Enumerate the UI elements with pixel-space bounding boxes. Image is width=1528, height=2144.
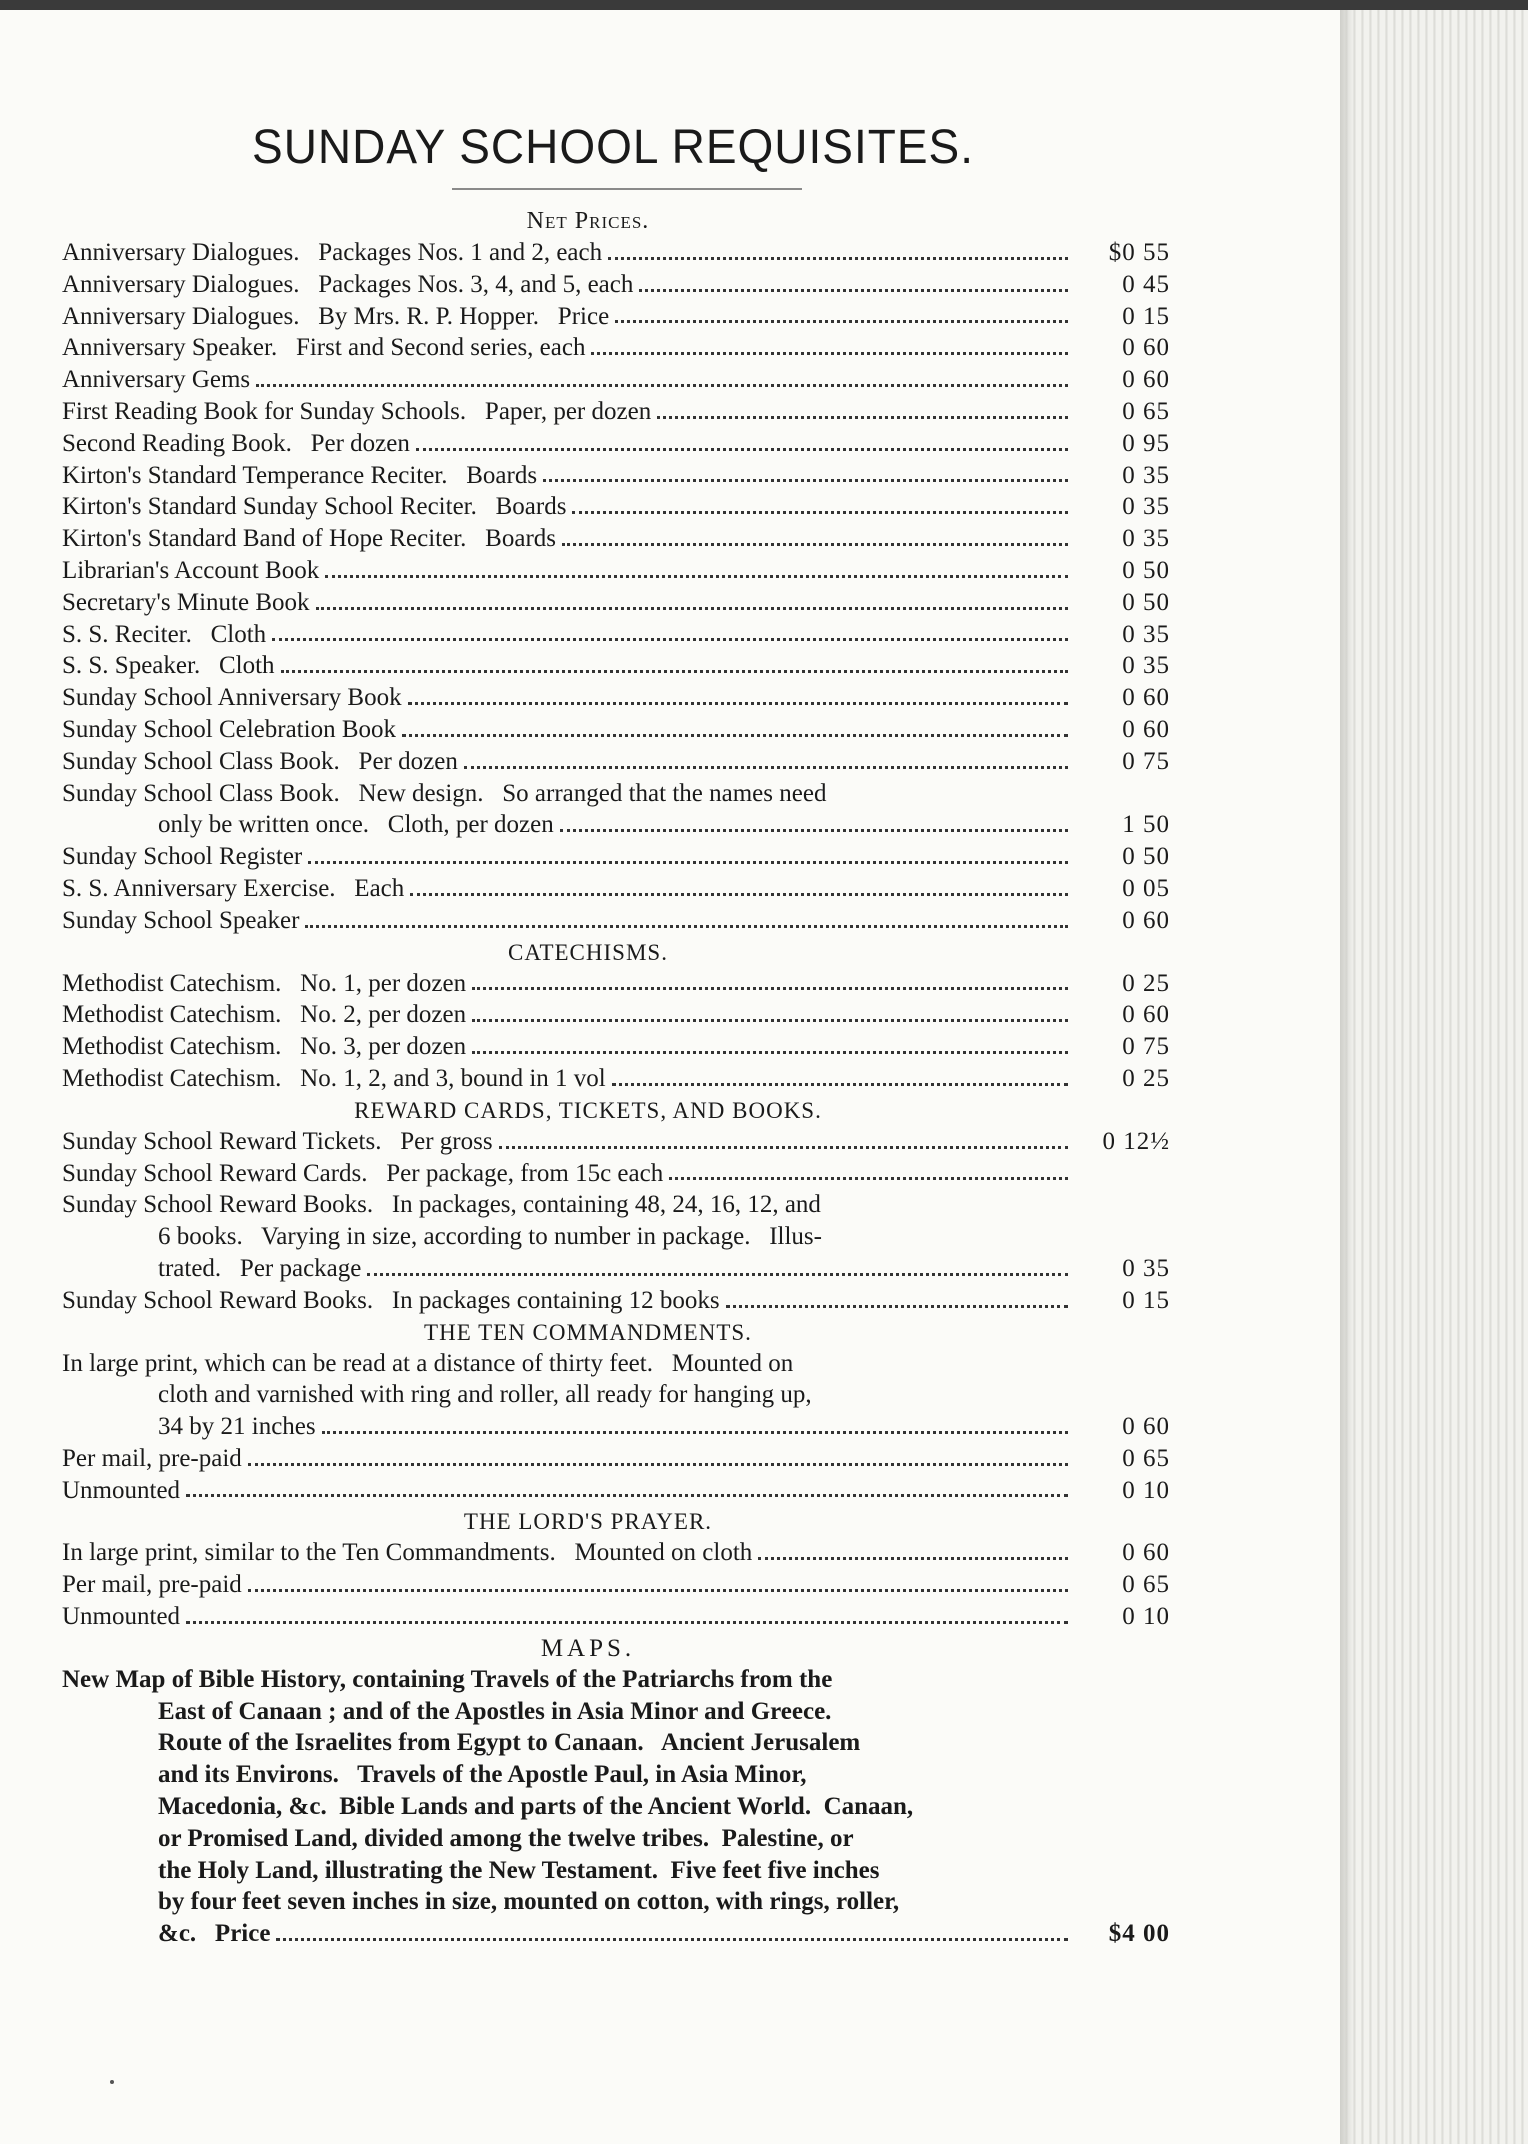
- list-item: [62, 1601, 1170, 1633]
- reward-heading: REWARD CARDS, TICKETS, AND BOOKS.: [354, 1097, 822, 1123]
- list-item: [62, 428, 1170, 460]
- commandments-item: [62, 1348, 1170, 1443]
- item-price: 0 75: [1122, 1033, 1170, 1061]
- item-desc: Methodist Catechism. No. 2, per dozen: [62, 1001, 467, 1029]
- item-desc: Sunday School Anniversary Book: [62, 684, 402, 712]
- item-line: Sunday School Reward Books. In packages, containing 48, 24, 16, 12, and: [62, 1191, 821, 1219]
- leader-dots: [543, 479, 1068, 482]
- list-item: [62, 905, 1170, 937]
- leader-dots: [410, 893, 1068, 896]
- item-desc: Unmounted: [62, 1603, 181, 1631]
- item-price: 0 65: [1122, 397, 1170, 425]
- leader-dots: [615, 320, 1068, 323]
- item-desc: Secretary's Minute Book: [62, 588, 310, 616]
- item-price: 0 10: [1122, 1603, 1170, 1631]
- leader-dots: [464, 766, 1068, 769]
- list-item: [62, 682, 1170, 714]
- item-desc: Methodist Catechism. No. 1, 2, and 3, bound in 1 vol: [62, 1064, 606, 1092]
- item-price: 0 05: [1122, 874, 1170, 902]
- maps-item: [62, 1664, 1170, 1950]
- item-price: 0 25: [1122, 1064, 1170, 1092]
- item-desc: Sunday School Celebration Book: [62, 715, 396, 743]
- item-desc: Per mail, pre-paid: [62, 1444, 242, 1472]
- item-price: $4 00: [1108, 1920, 1170, 1948]
- leader-dots: [248, 1589, 1068, 1592]
- item-price: 0 12½: [1102, 1127, 1170, 1155]
- leader-dots: [316, 607, 1068, 610]
- leader-dots: [322, 1431, 1068, 1434]
- leader-dots: [408, 702, 1068, 705]
- item-price: $0 55: [1108, 239, 1170, 266]
- leader-dots: [402, 734, 1068, 737]
- item-price: 1 50: [1122, 811, 1170, 839]
- list-item: [62, 555, 1170, 587]
- list-item: [62, 968, 1170, 1000]
- commandments-extra-list: [62, 1443, 1170, 1507]
- reward-books-item: [62, 1189, 1170, 1284]
- item-line: cloth and varnished with ring and roller, all ready for hanging up,: [158, 1381, 812, 1409]
- item-desc: Methodist Catechism. No. 3, per dozen: [62, 1033, 467, 1061]
- leader-dots: [758, 1557, 1068, 1560]
- list-item: [62, 999, 1170, 1031]
- reward-tickets-row: [62, 1126, 1170, 1158]
- item-desc: Sunday School Reward Tickets. Per gross: [62, 1127, 493, 1155]
- item-desc: Anniversary Dialogues. By Mrs. R. P. Hopper. Price: [62, 302, 610, 330]
- list-item: [62, 714, 1170, 746]
- item-desc: First Reading Book for Sunday Schools. Paper, per dozen: [62, 397, 652, 425]
- item-line: and its Environs. Travels of the Apostle Paul, in Asia Minor,: [158, 1761, 807, 1789]
- title-rule: [452, 188, 802, 190]
- leader-dots: [281, 670, 1068, 673]
- item-desc: only be written once. Cloth, per dozen: [158, 811, 554, 839]
- item-price: 0 60: [1122, 1413, 1170, 1441]
- list-item: [62, 269, 1170, 301]
- item-desc: Kirton's Standard Temperance Reciter. Boards: [62, 461, 538, 489]
- leader-dots: [325, 575, 1068, 578]
- leader-dots: [305, 925, 1068, 928]
- leader-dots: [472, 987, 1068, 990]
- leader-dots: [248, 1463, 1068, 1466]
- item-desc: &c. Price: [158, 1920, 271, 1948]
- list-item: [62, 460, 1170, 492]
- item-desc: Kirton's Standard Band of Hope Reciter. Boards: [62, 525, 556, 553]
- leader-dots: [608, 257, 1068, 260]
- leader-dots: [186, 1621, 1068, 1624]
- item-desc: S. S. Reciter. Cloth: [62, 620, 267, 648]
- leader-dots: [572, 511, 1068, 514]
- list-item: [62, 332, 1170, 364]
- item-desc: Second Reading Book. Per dozen: [62, 429, 410, 457]
- list-item: [62, 587, 1170, 619]
- leader-dots: [272, 638, 1068, 641]
- list-item: [62, 237, 1170, 269]
- page-title: SUNDAY SCHOOL REQUISITES.: [252, 118, 974, 174]
- item-price: 0 60: [1122, 1539, 1170, 1567]
- leader-dots: [472, 1051, 1068, 1054]
- item-line: New Map of Bible History, containing Travels of the Patriarchs from the: [62, 1665, 833, 1693]
- reward-books-12-row: [62, 1285, 1170, 1317]
- maps-heading: MAPS.: [540, 1634, 636, 1662]
- leader-dots: [639, 289, 1068, 292]
- catechisms-list: [62, 968, 1170, 1095]
- item-desc: 34 by 21 inches: [158, 1413, 316, 1441]
- item-line: the Holy Land, illustrating the New Testament. Five feet five inches: [158, 1856, 880, 1884]
- item-price: 0 50: [1122, 556, 1170, 584]
- item-desc: Per mail, pre-paid: [62, 1571, 242, 1599]
- leader-dots: [472, 1019, 1068, 1022]
- page-edges: [1340, 10, 1528, 2144]
- list-item: [62, 1475, 1170, 1507]
- item-line: East of Canaan ; and of the Apostles in Asia Minor and Greece.: [158, 1697, 832, 1725]
- list-item: [62, 491, 1170, 523]
- list-item: [62, 841, 1170, 873]
- item-line: or Promised Land, divided among the twelve tribes. Palestine, or: [158, 1824, 854, 1852]
- net-prices-heading: Net Prices.: [526, 208, 650, 234]
- item-desc: Sunday School Reward Cards. Per package, from 15c each: [62, 1159, 664, 1187]
- list-item: [62, 1569, 1170, 1601]
- item-line: Macedonia, &c. Bible Lands and parts of the Ancient World. Canaan,: [158, 1793, 914, 1821]
- price-list: [62, 118, 1170, 1950]
- item-price: 0 65: [1122, 1571, 1170, 1599]
- item-desc: Sunday School Class Book. Per dozen: [62, 747, 458, 775]
- leader-dots: [657, 416, 1068, 419]
- list-item: [62, 1537, 1170, 1569]
- item-line: In large print, which can be read at a distance of thirty feet. Mounted on: [62, 1349, 794, 1377]
- class-book-new-item: [62, 778, 1170, 842]
- item-desc: Anniversary Speaker. First and Second series, each: [62, 334, 586, 362]
- list-item: [62, 364, 1170, 396]
- prayer-list: [62, 1537, 1170, 1632]
- reward-cards-row: [62, 1158, 1170, 1190]
- item-price: 0 35: [1122, 493, 1170, 521]
- prayer-heading: THE LORD'S PRAYER.: [463, 1509, 713, 1535]
- list-item: [62, 873, 1170, 905]
- list-item: [62, 1031, 1170, 1063]
- item-desc: Librarian's Account Book: [62, 556, 320, 584]
- item-price: 0 35: [1122, 1254, 1170, 1282]
- item-desc: S. S. Anniversary Exercise. Each: [62, 874, 405, 902]
- leader-dots: [726, 1305, 1068, 1308]
- item-price: 0 65: [1122, 1444, 1170, 1472]
- list-item: [62, 619, 1170, 651]
- requisites-list: [62, 237, 1170, 778]
- item-price: 0 25: [1122, 969, 1170, 997]
- leader-dots: [612, 1083, 1068, 1086]
- item-price: 0 95: [1122, 429, 1170, 457]
- item-line: 6 books. Varying in size, according to number in package. Illus-: [158, 1223, 822, 1251]
- item-line: by four feet seven inches in size, mounted on cotton, with rings, roller,: [158, 1888, 900, 1916]
- item-row: [158, 809, 1170, 841]
- item-price: 0 60: [1122, 366, 1170, 394]
- item-price: 0 35: [1122, 525, 1170, 553]
- item-price: 0 35: [1122, 652, 1170, 680]
- item-price: 0 35: [1122, 620, 1170, 648]
- leader-dots: [416, 448, 1068, 451]
- list-item: [62, 1063, 1170, 1095]
- item-desc: Anniversary Dialogues. Packages Nos. 1 and 2, each: [62, 239, 603, 266]
- leader-dots: [308, 861, 1068, 864]
- leader-dots: [499, 1146, 1068, 1149]
- item-desc: Sunday School Register: [62, 843, 303, 871]
- leader-dots: [591, 352, 1068, 355]
- leader-dots: [669, 1177, 1068, 1180]
- item-desc: Sunday School Speaker: [62, 906, 300, 934]
- commandments-heading: THE TEN COMMANDMENTS.: [424, 1319, 752, 1345]
- list-item: [62, 1443, 1170, 1475]
- list-item: [62, 396, 1170, 428]
- list-item: [62, 746, 1170, 778]
- item-price: 0 60: [1122, 334, 1170, 362]
- item-price: 0 15: [1122, 302, 1170, 330]
- item-price: 0 75: [1122, 747, 1170, 775]
- item-desc: Unmounted: [62, 1476, 181, 1504]
- item-desc: Anniversary Gems: [62, 366, 251, 394]
- maps-description: [62, 1664, 1170, 1918]
- leader-dots: [256, 384, 1068, 387]
- item-desc: In large print, similar to the Ten Commandments. Mounted on cloth: [62, 1539, 753, 1567]
- item-desc: trated. Per package: [158, 1254, 362, 1282]
- leader-dots: [276, 1938, 1068, 1941]
- leader-dots: [367, 1273, 1068, 1276]
- item-row: [158, 1918, 1170, 1950]
- item-price: 0 50: [1122, 843, 1170, 871]
- item-price: 0 15: [1122, 1286, 1170, 1314]
- item-price: 0 10: [1122, 1476, 1170, 1504]
- requisites-tail-list: [62, 841, 1170, 936]
- item-line: Route of the Israelites from Egypt to Canaan. Ancient Jerusalem: [158, 1729, 861, 1757]
- item-desc: Anniversary Dialogues. Packages Nos. 3, 4, and 5, each: [62, 270, 634, 298]
- item-desc: S. S. Speaker. Cloth: [62, 652, 275, 680]
- item-row: [158, 1411, 1170, 1443]
- item-row: [158, 1253, 1170, 1285]
- item-price: 0 60: [1122, 715, 1170, 743]
- list-item: [62, 650, 1170, 682]
- item-desc: Kirton's Standard Sunday School Reciter. Boards: [62, 493, 567, 521]
- leader-dots: [562, 543, 1068, 546]
- list-item: [62, 301, 1170, 333]
- item-line: Sunday School Class Book. New design. So arranged that the names need: [62, 779, 827, 807]
- item-price: 0 35: [1122, 461, 1170, 489]
- leader-dots: [186, 1494, 1068, 1497]
- item-price: 0 60: [1122, 906, 1170, 934]
- list-item: [62, 523, 1170, 555]
- speck: [110, 2080, 114, 2084]
- item-desc: Sunday School Reward Books. In packages containing 12 books: [62, 1286, 720, 1314]
- item-price: 0 45: [1122, 270, 1170, 298]
- leader-dots: [560, 829, 1068, 832]
- catechisms-heading: CATECHISMS.: [508, 939, 668, 965]
- item-desc: Methodist Catechism. No. 1, per dozen: [62, 969, 467, 997]
- item-price: 0 60: [1122, 684, 1170, 712]
- item-price: 0 60: [1122, 1001, 1170, 1029]
- item-price: 0 50: [1122, 588, 1170, 616]
